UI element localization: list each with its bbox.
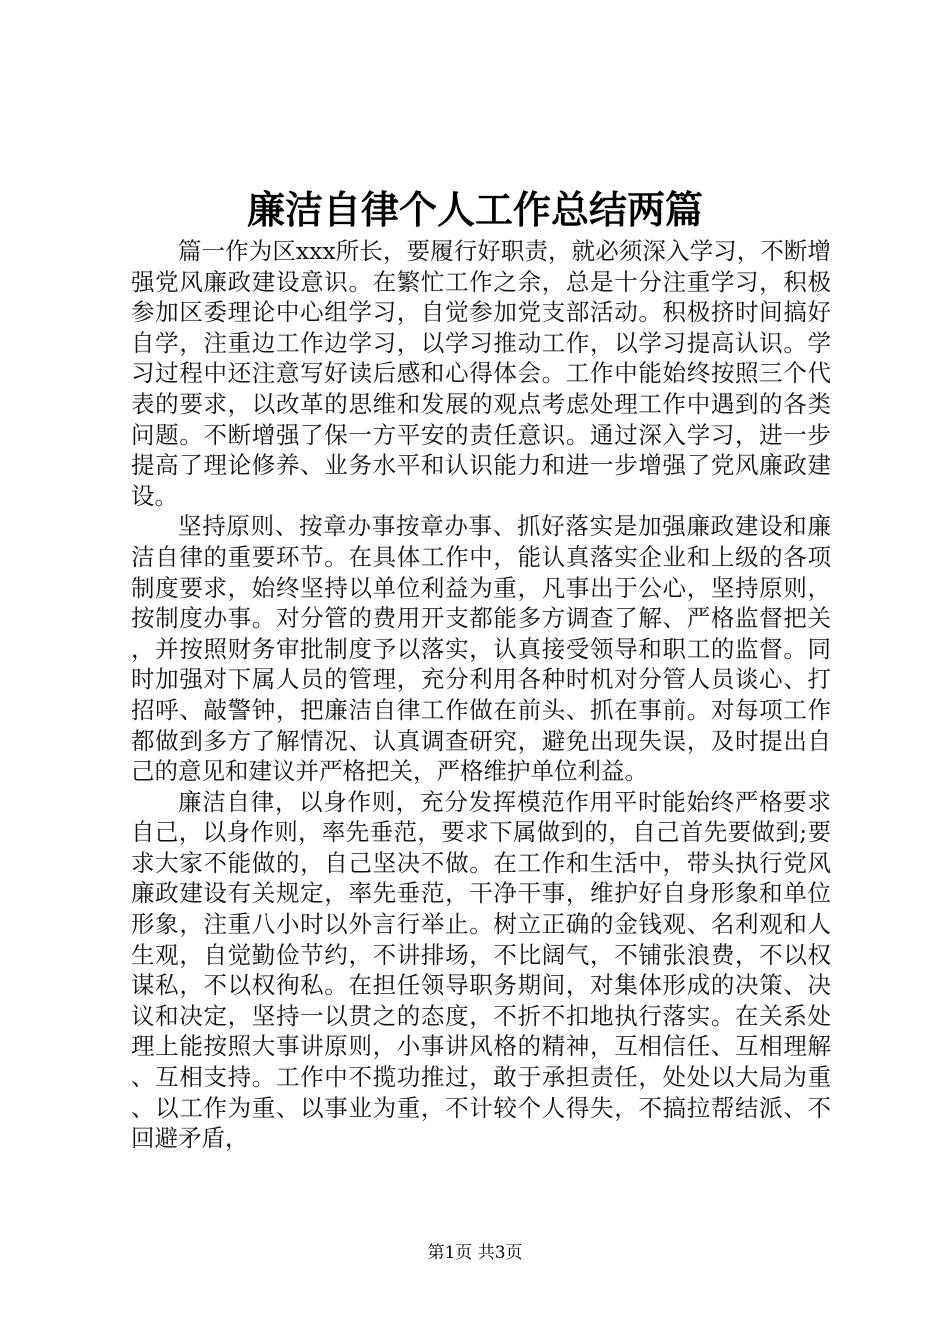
page-number-footer: 第1页 共3页 xyxy=(427,1243,523,1263)
document-body xyxy=(131,236,831,1154)
paragraph-3: 廉洁自律，以身作则，充分发挥模范作用平时能始终严格要求自己，以身作则，率先垂范，要求下属做到的，自己首先要做到;要求大家不能做的，自己坚决不做。在工作和生活中，带头执行党风廉政建设有关规定，率先垂范，干净干事，维护好自身形象和单位形象，注重八小时以外言行举止。树立正确的金钱观、名利观和人生观，自觉勤俭节约，不讲排场，不比阔气，不铺张浪费，不以权谋私，不以权徇私。在担任领导职务期间，对集体形成的决策、决议和决定，坚持一以贯之的态度，不折不扣地执行落实。在关系处理上能按照大事讲原则，小事讲风格的精神，互相信任、互相理解、互相支持。工作中不揽功推过，敢于承担责任，处处以大局为重、以工作为重、以事业为重，不计较个人得失，不搞拉帮结派、不回避矛盾， xyxy=(131,787,831,1153)
paragraph-2: 坚持原则、按章办事按章办事、抓好落实是加强廉政建设和廉洁自律的重要环节。在具体工作中，能认真落实企业和上级的各项制度要求，始终坚持以单位利益为重，凡事出于公心，坚持原则，按制度办事。对分管的费用开支都能多方调查了解、严格监督把关，并按照财务审批制度予以落实，认真接受领导和职工的监督。同时加强对下属人员的管理，充分利用各种时机对分管人员谈心、打招呼、敲警钟，把廉洁自律工作做在前头、抓在事前。对每项工作都做到多方了解情况、认真调查研究，避免出现失误，及时提出自己的意见和建议并严格把关，严格维护单位利益。 xyxy=(131,512,831,786)
paragraph-1: 篇一作为区xxx所长，要履行好职责，就必须深入学习，不断增强党风廉政建设意识。在繁忙工作之余，总是十分注重学习，积极参加区委理论中心组学习，自觉参加党支部活动。积极挤时间搞好自学，注重边工作边学习，以学习推动工作，以学习提高认识。学习过程中还注意写好读后感和心得体会。工作中能始终按照三个代表的要求，以改革的思维和发展的观点考虑处理工作中遇到的各类问题。不断增强了保一方平安的责任意识。通过深入学习，进一步提高了理论修养、业务水平和认识能力和进一步增强了党风廉政建设。 xyxy=(131,237,831,510)
document-title: 廉洁自律个人工作总结两篇 xyxy=(246,187,703,232)
